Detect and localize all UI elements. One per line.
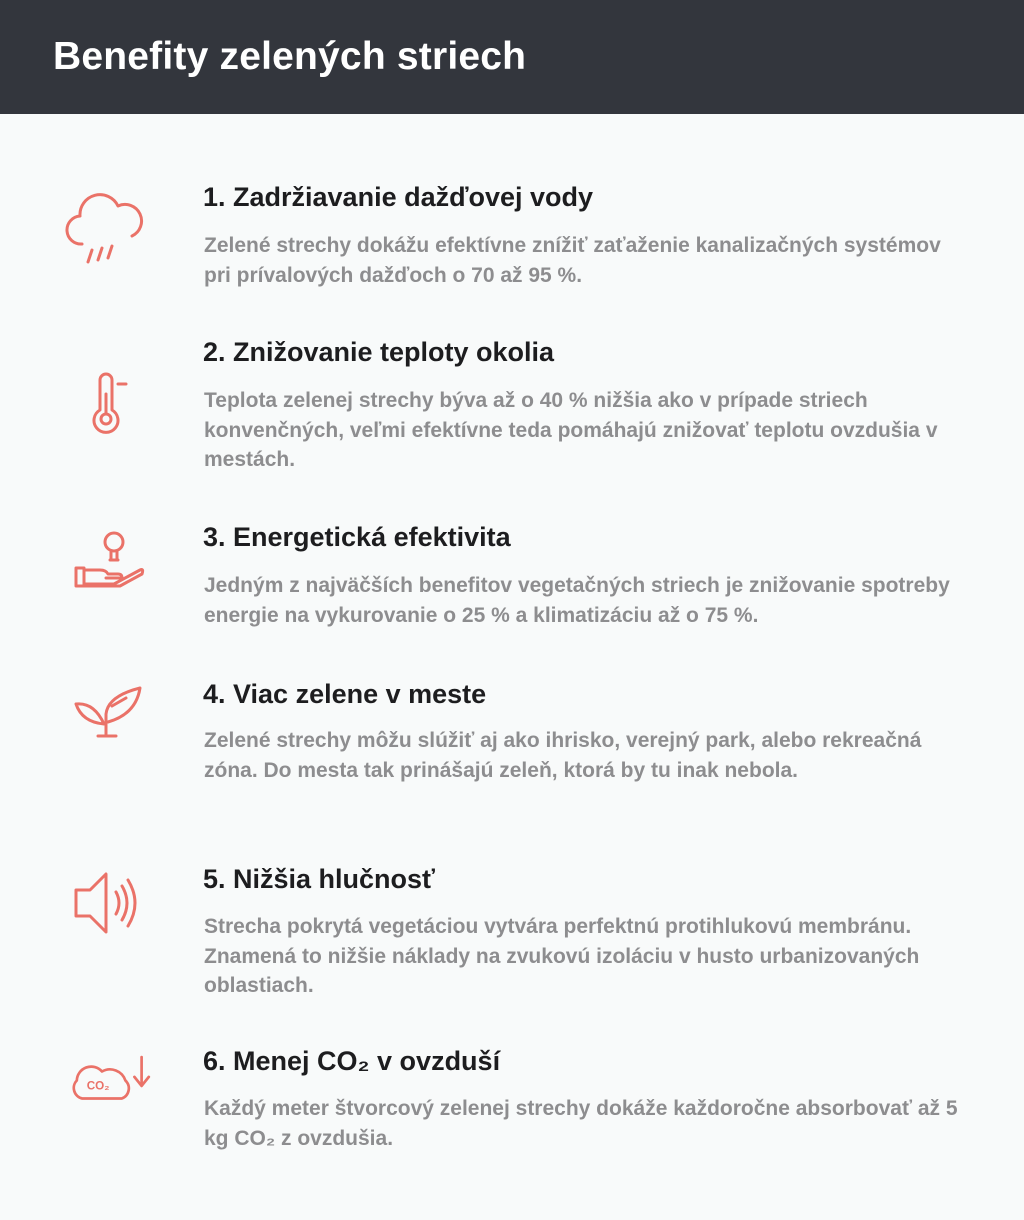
benefit-desc-2: Teplota zelenej strechy býva až o 40 % nižšia ako v prípade striech konvenčných, veľmi efektívne teda pomáhajú znižovať teplotu ovzdušia v mestách.: [204, 389, 938, 471]
benefit-desc-6: Každý meter štvorcový zelenej strechy dokáže každoročne absorbovať až 5 kg CO₂ z ovzdušia.: [204, 1097, 958, 1150]
co2-cloud-down-icon: [66, 1040, 156, 1130]
rain-cloud-icon: [60, 182, 150, 272]
hand-lightbulb-icon: [66, 522, 156, 612]
benefit-desc-4: Zelené strechy môžu slúžiť aj ako ihrisko, verejný park, alebo rekreačná zóna. Do mesta tak prinášajú zeleň, ktorá by tu inak nebola.: [204, 729, 922, 782]
benefit-desc-3: Jedným z najväčších benefitov vegetačných striech je znižovanie spotreby energie na vykurovanie o 25 % a klimatizáciu až o 75 %.: [204, 574, 950, 627]
benefit-title-4: 4. Viac zelene v meste: [203, 679, 487, 709]
co2-icon-label: CO₂: [86, 1079, 110, 1093]
benefit-title-3: 3. Energetická efektivita: [203, 522, 511, 552]
benefit-title-5: 5. Nižšia hlučnosť: [203, 864, 435, 894]
benefit-title-1: 1. Zadržiavanie dažďovej vody: [203, 182, 594, 212]
benefit-title-2: 2. Znižovanie teploty okolia: [203, 337, 555, 367]
sprout-icon: [66, 670, 156, 760]
benefit-title-6: 6. Menej CO₂ v ovzduší: [203, 1046, 501, 1076]
page-title: Benefity zelených striech: [53, 35, 527, 78]
header-bar: [0, 0, 1024, 114]
benefit-desc-1: Zelené strechy dokážu efektívne znížiť zaťaženie kanalizačných systémov pri prívalových dažďoch o 70 až 95 %.: [204, 234, 941, 287]
benefit-desc-5: Strecha pokrytá vegetáciou vytvára perfektnú protihlukovú membránu. Znamená to nižšie náklady na zvukovú izoláciu v husto urbanizovaných oblastiach.: [204, 915, 920, 997]
thermometer-icon: [62, 358, 152, 448]
speaker-icon: [64, 858, 154, 948]
